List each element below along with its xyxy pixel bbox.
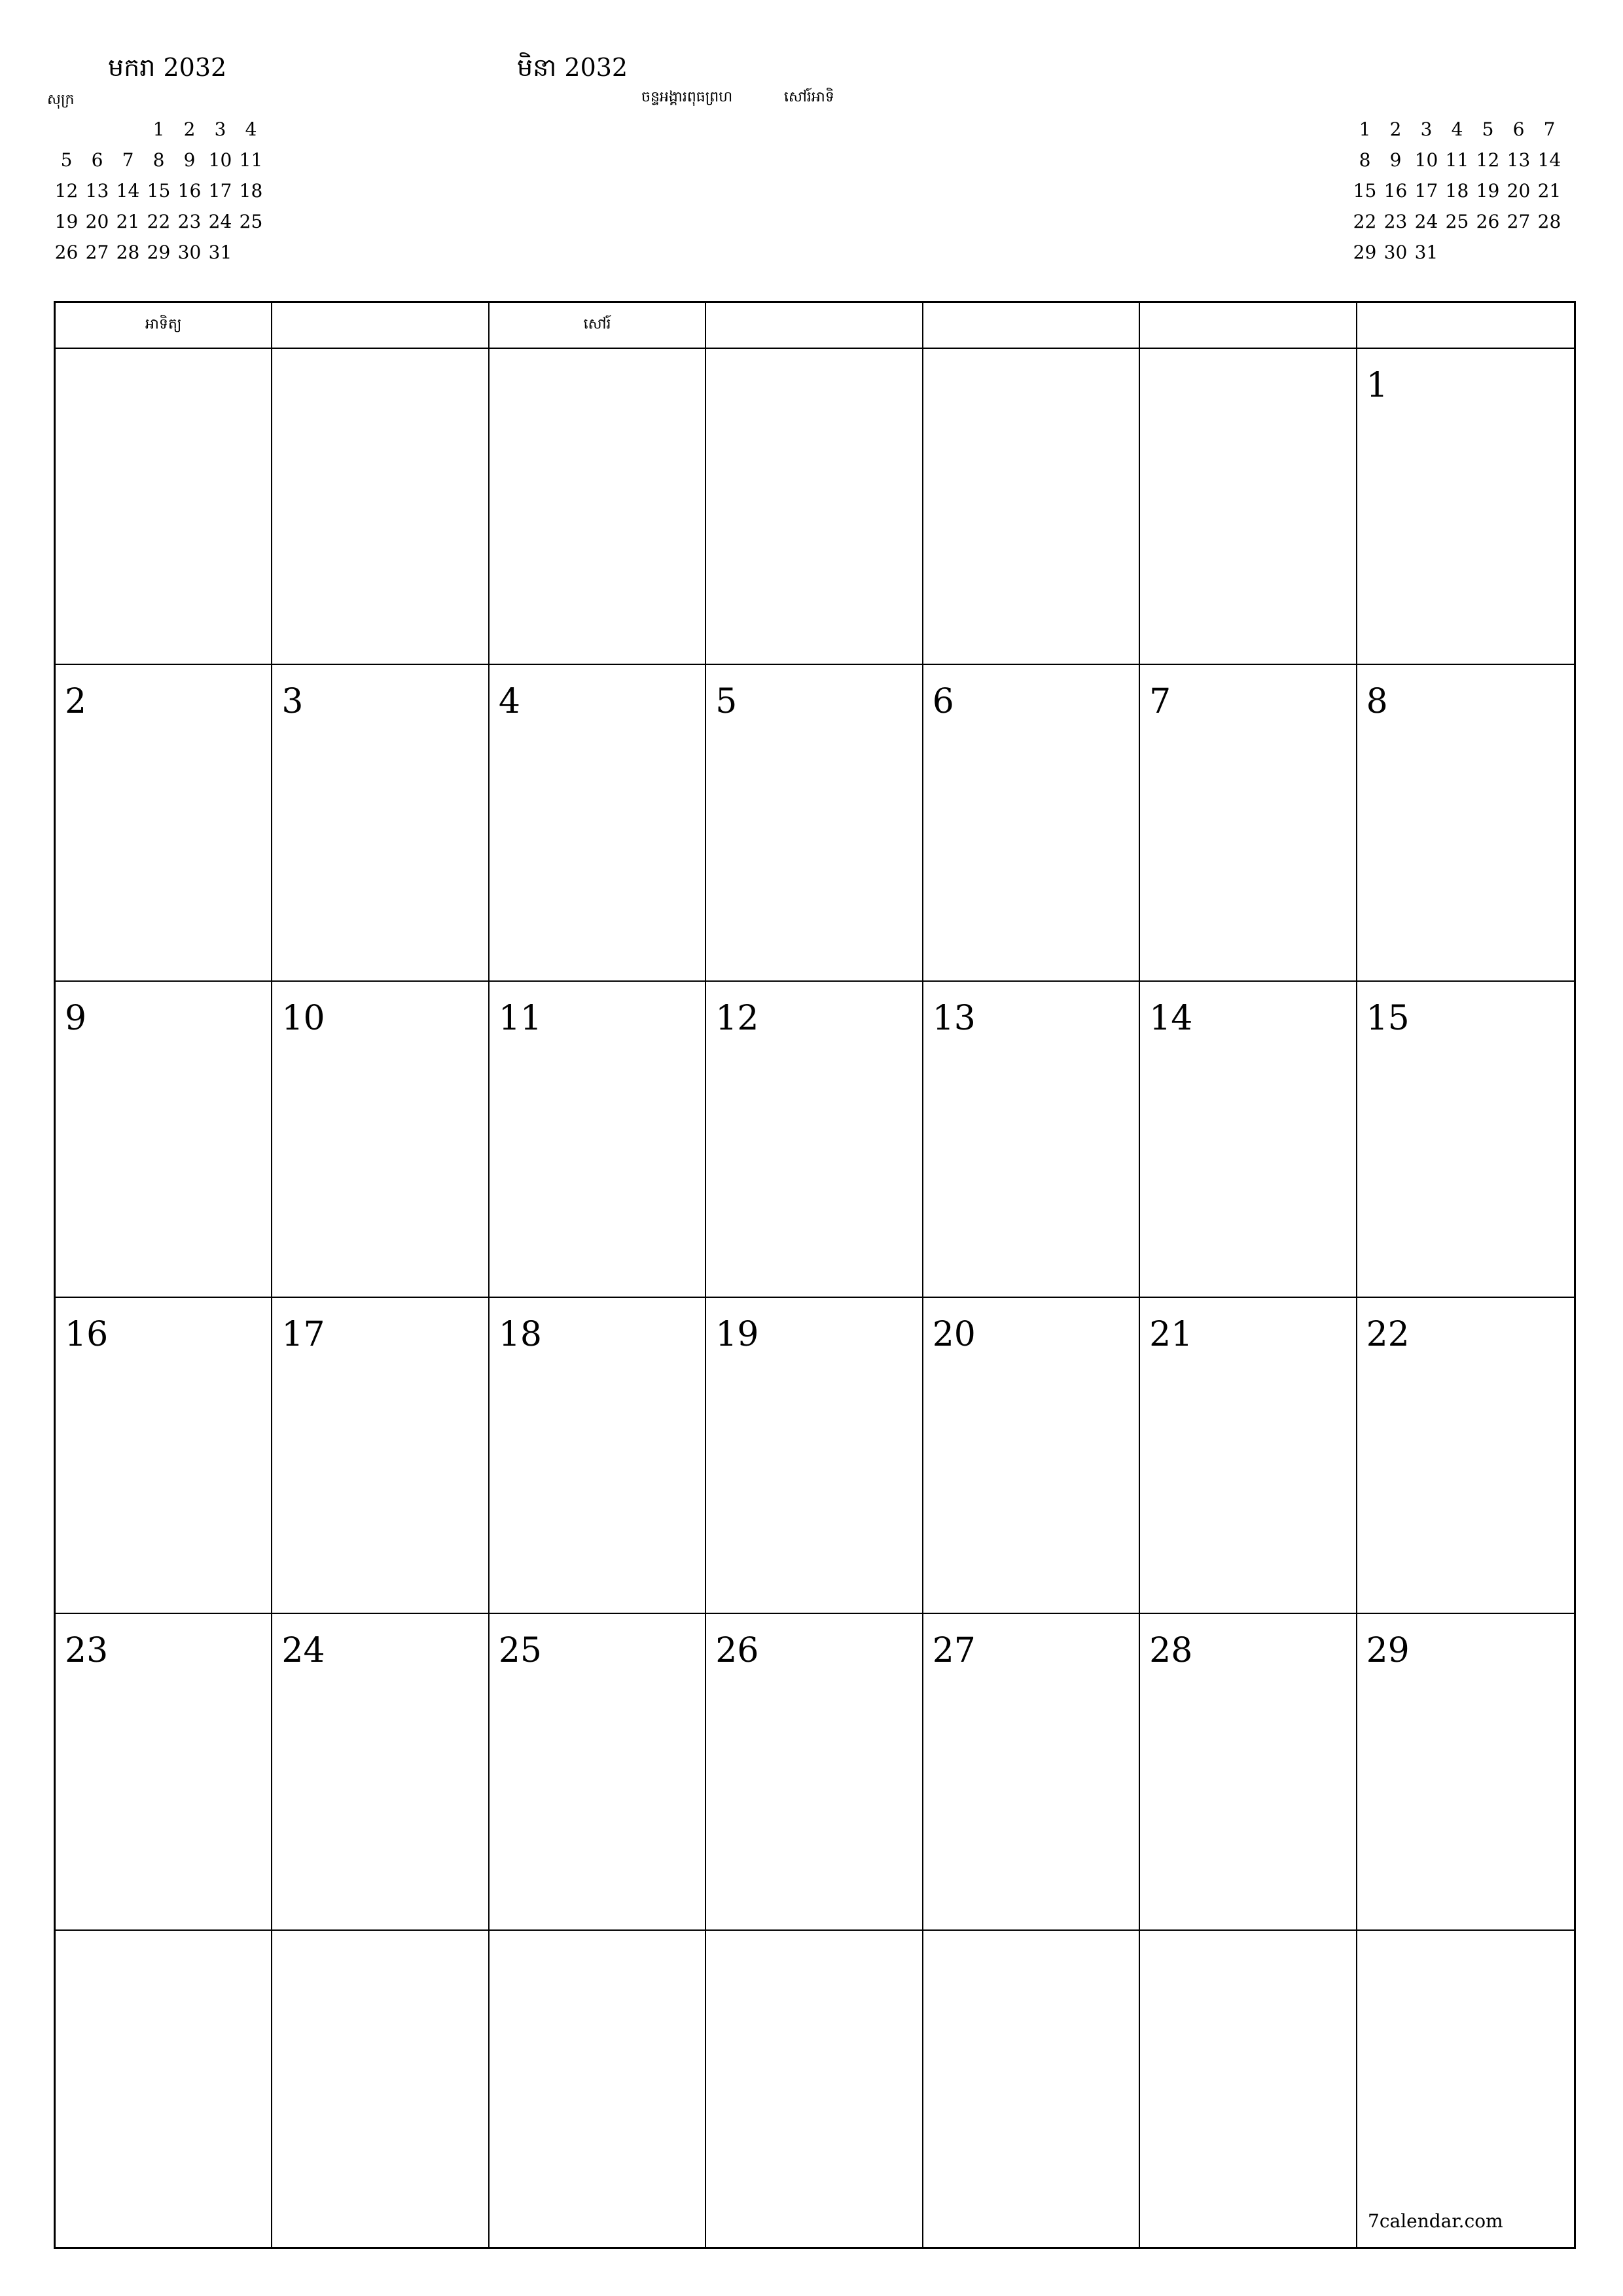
mini-next-day [1472,237,1503,268]
day-cell [923,349,1140,665]
day-cell [1140,982,1357,1298]
day-number: 3 [281,682,304,722]
mini-prev-day: 23 [177,210,202,232]
mini-calendar-next [1349,114,1565,268]
mini-next-day: 6 [1512,118,1525,140]
day-cell [1140,665,1357,981]
day-number: 12 [715,998,759,1038]
mini-calendar-prev [51,114,266,268]
prev-month-year: 2032 [163,53,227,82]
prev-month-title [108,55,226,80]
mini-prev-day: 26 [54,241,79,263]
day-cell [923,1614,1140,1930]
mini-next-day: 26 [1476,210,1500,232]
mini-prev-day: 13 [85,179,109,202]
day-cell [1357,665,1574,981]
day-cell [706,982,923,1298]
current-month-title [517,55,628,80]
day-cell [272,1931,489,2247]
mini-next-day: 27 [1507,210,1531,232]
mini-next-day: 21 [1537,179,1561,202]
mini-next-day: 18 [1445,179,1469,202]
day-cell [272,982,489,1298]
day-number: 23 [65,1631,109,1671]
mini-prev-day: 19 [54,210,79,232]
weekday-header [923,303,1140,349]
day-cell [490,1931,706,2247]
mini-prev-day: 28 [116,241,140,263]
current-month-year: 2032 [564,53,628,82]
mini-next-day: 16 [1383,179,1408,202]
month-grid [54,301,1576,2249]
day-number: 20 [932,1315,976,1354]
mini-prev-week-row [51,175,266,206]
mini-next-day: 7 [1543,118,1556,140]
prev-weekday-label: សុក្រ [47,92,75,108]
weekday-header: សៅរ៍ [490,303,706,349]
mini-prev-day: 27 [85,241,109,263]
day-cell [1140,1614,1357,1930]
weekday-header: អាទិត្យ [56,303,272,349]
day-cell [490,665,706,981]
day-cell [706,1614,923,1930]
mini-next-week-row [1349,145,1565,175]
day-cell [1357,349,1574,665]
mini-prev-day: 30 [177,241,202,263]
mini-prev-day: 29 [147,241,171,263]
day-cell [1357,1931,1574,2247]
mini-next-day: 28 [1537,210,1561,232]
mini-prev-day: 22 [147,210,171,232]
mini-prev-day: 9 [183,149,196,171]
mini-prev-day: 17 [208,179,232,202]
note-label-2: សៅរ៍អាទិ [784,89,834,105]
day-cell [923,1298,1140,1614]
day-cell [706,1298,923,1614]
mini-prev-day [113,114,143,145]
mini-next-day: 5 [1482,118,1494,140]
mini-prev-day: 10 [208,149,232,171]
mini-prev-day [51,114,82,145]
day-cell [56,982,272,1298]
day-cell [923,982,1140,1298]
mini-prev-day: 2 [183,118,196,140]
day-number: 13 [932,998,976,1038]
mini-next-day [1534,237,1565,268]
mini-next-day: 25 [1445,210,1469,232]
day-cell [272,349,489,665]
mini-next-day: 24 [1414,210,1438,232]
mini-next-day: 12 [1476,149,1500,171]
mini-prev-day: 1 [152,118,165,140]
mini-prev-day: 3 [214,118,226,140]
mini-prev-day: 20 [85,210,109,232]
day-number: 28 [1149,1631,1193,1671]
mini-prev-day: 11 [239,149,263,171]
mini-prev-day: 5 [60,149,73,171]
day-cell [923,665,1140,981]
day-cell [1357,1614,1574,1930]
day-cell [272,1614,489,1930]
prev-month-name: មករា [108,53,156,82]
day-cell [490,1298,706,1614]
mini-next-day [1503,237,1534,268]
mini-prev-day: 6 [91,149,103,171]
mini-prev-week-row [51,114,266,145]
weekday-header [706,303,923,349]
day-number: 1 [1366,366,1388,405]
site-brand: 7calendar.com [1368,2210,1503,2232]
day-cell [56,1614,272,1930]
mini-next-week-row [1349,206,1565,237]
day-number: 15 [1366,998,1410,1038]
day-number: 17 [281,1315,325,1354]
day-cell [56,665,272,981]
day-number: 11 [498,998,543,1038]
day-cell [272,665,489,981]
day-cell [706,665,923,981]
day-cell [56,1931,272,2247]
mini-next-day: 13 [1507,149,1531,171]
day-number: 2 [65,682,87,722]
mini-next-day: 15 [1353,179,1377,202]
day-cell [1140,1931,1357,2247]
day-number: 18 [498,1315,543,1354]
mini-next-day: 17 [1414,179,1438,202]
mini-next-day: 3 [1420,118,1433,140]
mini-next-day: 2 [1389,118,1402,140]
weekday-header [1357,303,1574,349]
mini-prev-week-row [51,237,266,268]
mini-prev-day: 16 [177,179,202,202]
mini-next-day: 31 [1414,241,1438,263]
mini-next-day: 1 [1359,118,1371,140]
day-number: 26 [715,1631,759,1671]
day-number: 16 [65,1315,109,1354]
day-cell [1140,1298,1357,1614]
day-number: 29 [1366,1631,1410,1671]
day-cell [490,349,706,665]
mini-next-day: 20 [1507,179,1531,202]
day-cell [56,349,272,665]
current-month-name: មិនា [517,53,557,82]
mini-next-day: 10 [1414,149,1438,171]
mini-next-day: 23 [1383,210,1408,232]
day-cell [490,982,706,1298]
mini-next-day: 8 [1359,149,1371,171]
note-label-1: ចន្ទអង្គារពុធព្រហ [641,89,733,105]
mini-next-day: 11 [1445,149,1469,171]
mini-next-day: 19 [1476,179,1500,202]
mini-prev-week-row [51,145,266,175]
mini-prev-day: 24 [208,210,232,232]
day-number: 21 [1149,1315,1193,1354]
day-cell [1140,349,1357,665]
day-number: 4 [498,682,520,722]
day-number: 19 [715,1315,759,1354]
mini-prev-day: 15 [147,179,171,202]
mini-prev-day: 12 [54,179,79,202]
day-cell [1357,1298,1574,1614]
mini-next-day: 29 [1353,241,1377,263]
mini-next-day: 22 [1353,210,1377,232]
mini-prev-day: 7 [122,149,134,171]
mini-next-week-row [1349,237,1565,268]
day-cell [272,1298,489,1614]
day-number: 14 [1149,998,1193,1038]
day-number: 6 [932,682,954,722]
mini-next-day: 30 [1383,241,1408,263]
mini-prev-day: 14 [116,179,140,202]
mini-next-day: 9 [1389,149,1402,171]
day-number: 9 [65,998,87,1038]
mini-prev-week-row [51,206,266,237]
mini-next-day [1442,237,1472,268]
day-number: 24 [281,1631,325,1671]
day-number: 22 [1366,1315,1410,1354]
day-number: 8 [1366,682,1388,722]
mini-prev-day: 21 [116,210,140,232]
mini-prev-day: 4 [245,118,257,140]
mini-next-day: 14 [1537,149,1561,171]
day-cell [706,349,923,665]
day-number: 5 [715,682,738,722]
day-number: 10 [281,998,325,1038]
mini-prev-day: 8 [152,149,165,171]
mini-next-week-row [1349,114,1565,145]
day-number: 27 [932,1631,976,1671]
mini-prev-day [236,237,266,268]
day-cell [1357,982,1574,1298]
day-cell [706,1931,923,2247]
day-number: 7 [1149,682,1171,722]
day-number: 25 [498,1631,543,1671]
mini-next-week-row [1349,175,1565,206]
day-cell [490,1614,706,1930]
mini-prev-day: 31 [208,241,232,263]
mini-next-day: 4 [1451,118,1463,140]
mini-prev-day [82,114,113,145]
mini-prev-day: 18 [239,179,263,202]
mini-prev-day: 25 [239,210,263,232]
weekday-header [1140,303,1357,349]
day-cell [56,1298,272,1614]
weekday-header [272,303,489,349]
day-cell [923,1931,1140,2247]
